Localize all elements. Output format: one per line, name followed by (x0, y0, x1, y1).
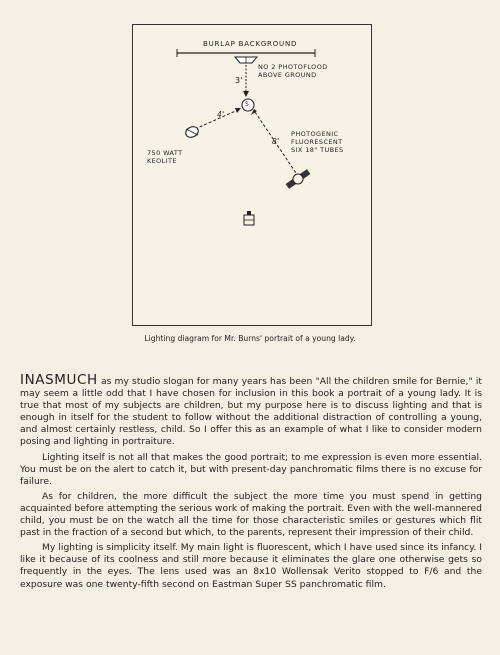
photoflood-distance: 3' (235, 76, 244, 85)
paragraph-3: As for children, the more difficult the subject the more time you must spend in getting acquainted before attempting the serious work of making the portrait. Even with the well-mannered child, you must be on the watch all the time for those characteristic smiles or gestures which flit past in the fraction of a second but which, to the parents, represent their impression of their child. (20, 490, 482, 539)
fluorescent-label-line2: FLUORESCENT (291, 138, 343, 146)
subject-marker: S (245, 101, 250, 108)
paragraph-2: Lighting itself is not all that makes the good portrait; to me expression is even more essential. You must be on the alert to catch it, but with present-day panchromatic films there is no excuse for failure. (20, 451, 482, 487)
diagram-caption: Lighting diagram for Mr. Burns' portrait of a young lady. (144, 334, 356, 343)
keolite-distance: 4' (217, 110, 225, 119)
photoflood-label-line2: ABOVE GROUND (258, 71, 317, 79)
fluorescent-bank-icon (286, 169, 311, 189)
camera-icon (244, 211, 254, 225)
background-label: BURLAP BACKGROUND (203, 40, 298, 48)
keolite-label-line2: KEOLITE (147, 157, 177, 165)
fluorescent-distance: 8' (272, 137, 280, 146)
diagram-drawing (133, 25, 371, 325)
fluorescent-label-line1: PHOTOGENIC (291, 130, 339, 138)
keolite-label-line1: 750 WATT (147, 149, 183, 157)
keolite-lamp-icon (184, 125, 200, 140)
paragraph-4: My lighting is simplicity itself. My main light is fluorescent, which I have used since its infancy. I like it because of its coolness and still more because it eliminates the glare one otherwise gets so frequently in the eyes. The lens used was an 8x10 Wollensak Verito stopped to F/6 and the exposure was one twenty-fifth second on Eastman Super SS panchromatic film. (20, 542, 482, 590)
lighting-diagram (132, 24, 372, 326)
lead-word: INASMUCH (20, 372, 98, 388)
photoflood-light-icon (235, 57, 257, 63)
paragraph-1-text: as my studio slogan for many years has been "All the children smile for Bernie," it may seem a little odd that I have chosen for inclusion in this book a portrait of a young lady. It is true that most of my subjects are children, but my purpose here is to discuss lighting and that is enough in itself for the student to follow without the additional distraction of controlling a young, and almost certainly restless, child. So I offer this as an example of what I like to consider modern posing and lighting in portraiture. (20, 376, 482, 448)
fluorescent-label-line3: SIX 18" TUBES (291, 146, 344, 154)
paragraph-1 (20, 374, 482, 449)
article-body (20, 374, 482, 594)
photoflood-label-line1: NO 2 PHOTOFLOOD (258, 63, 328, 71)
